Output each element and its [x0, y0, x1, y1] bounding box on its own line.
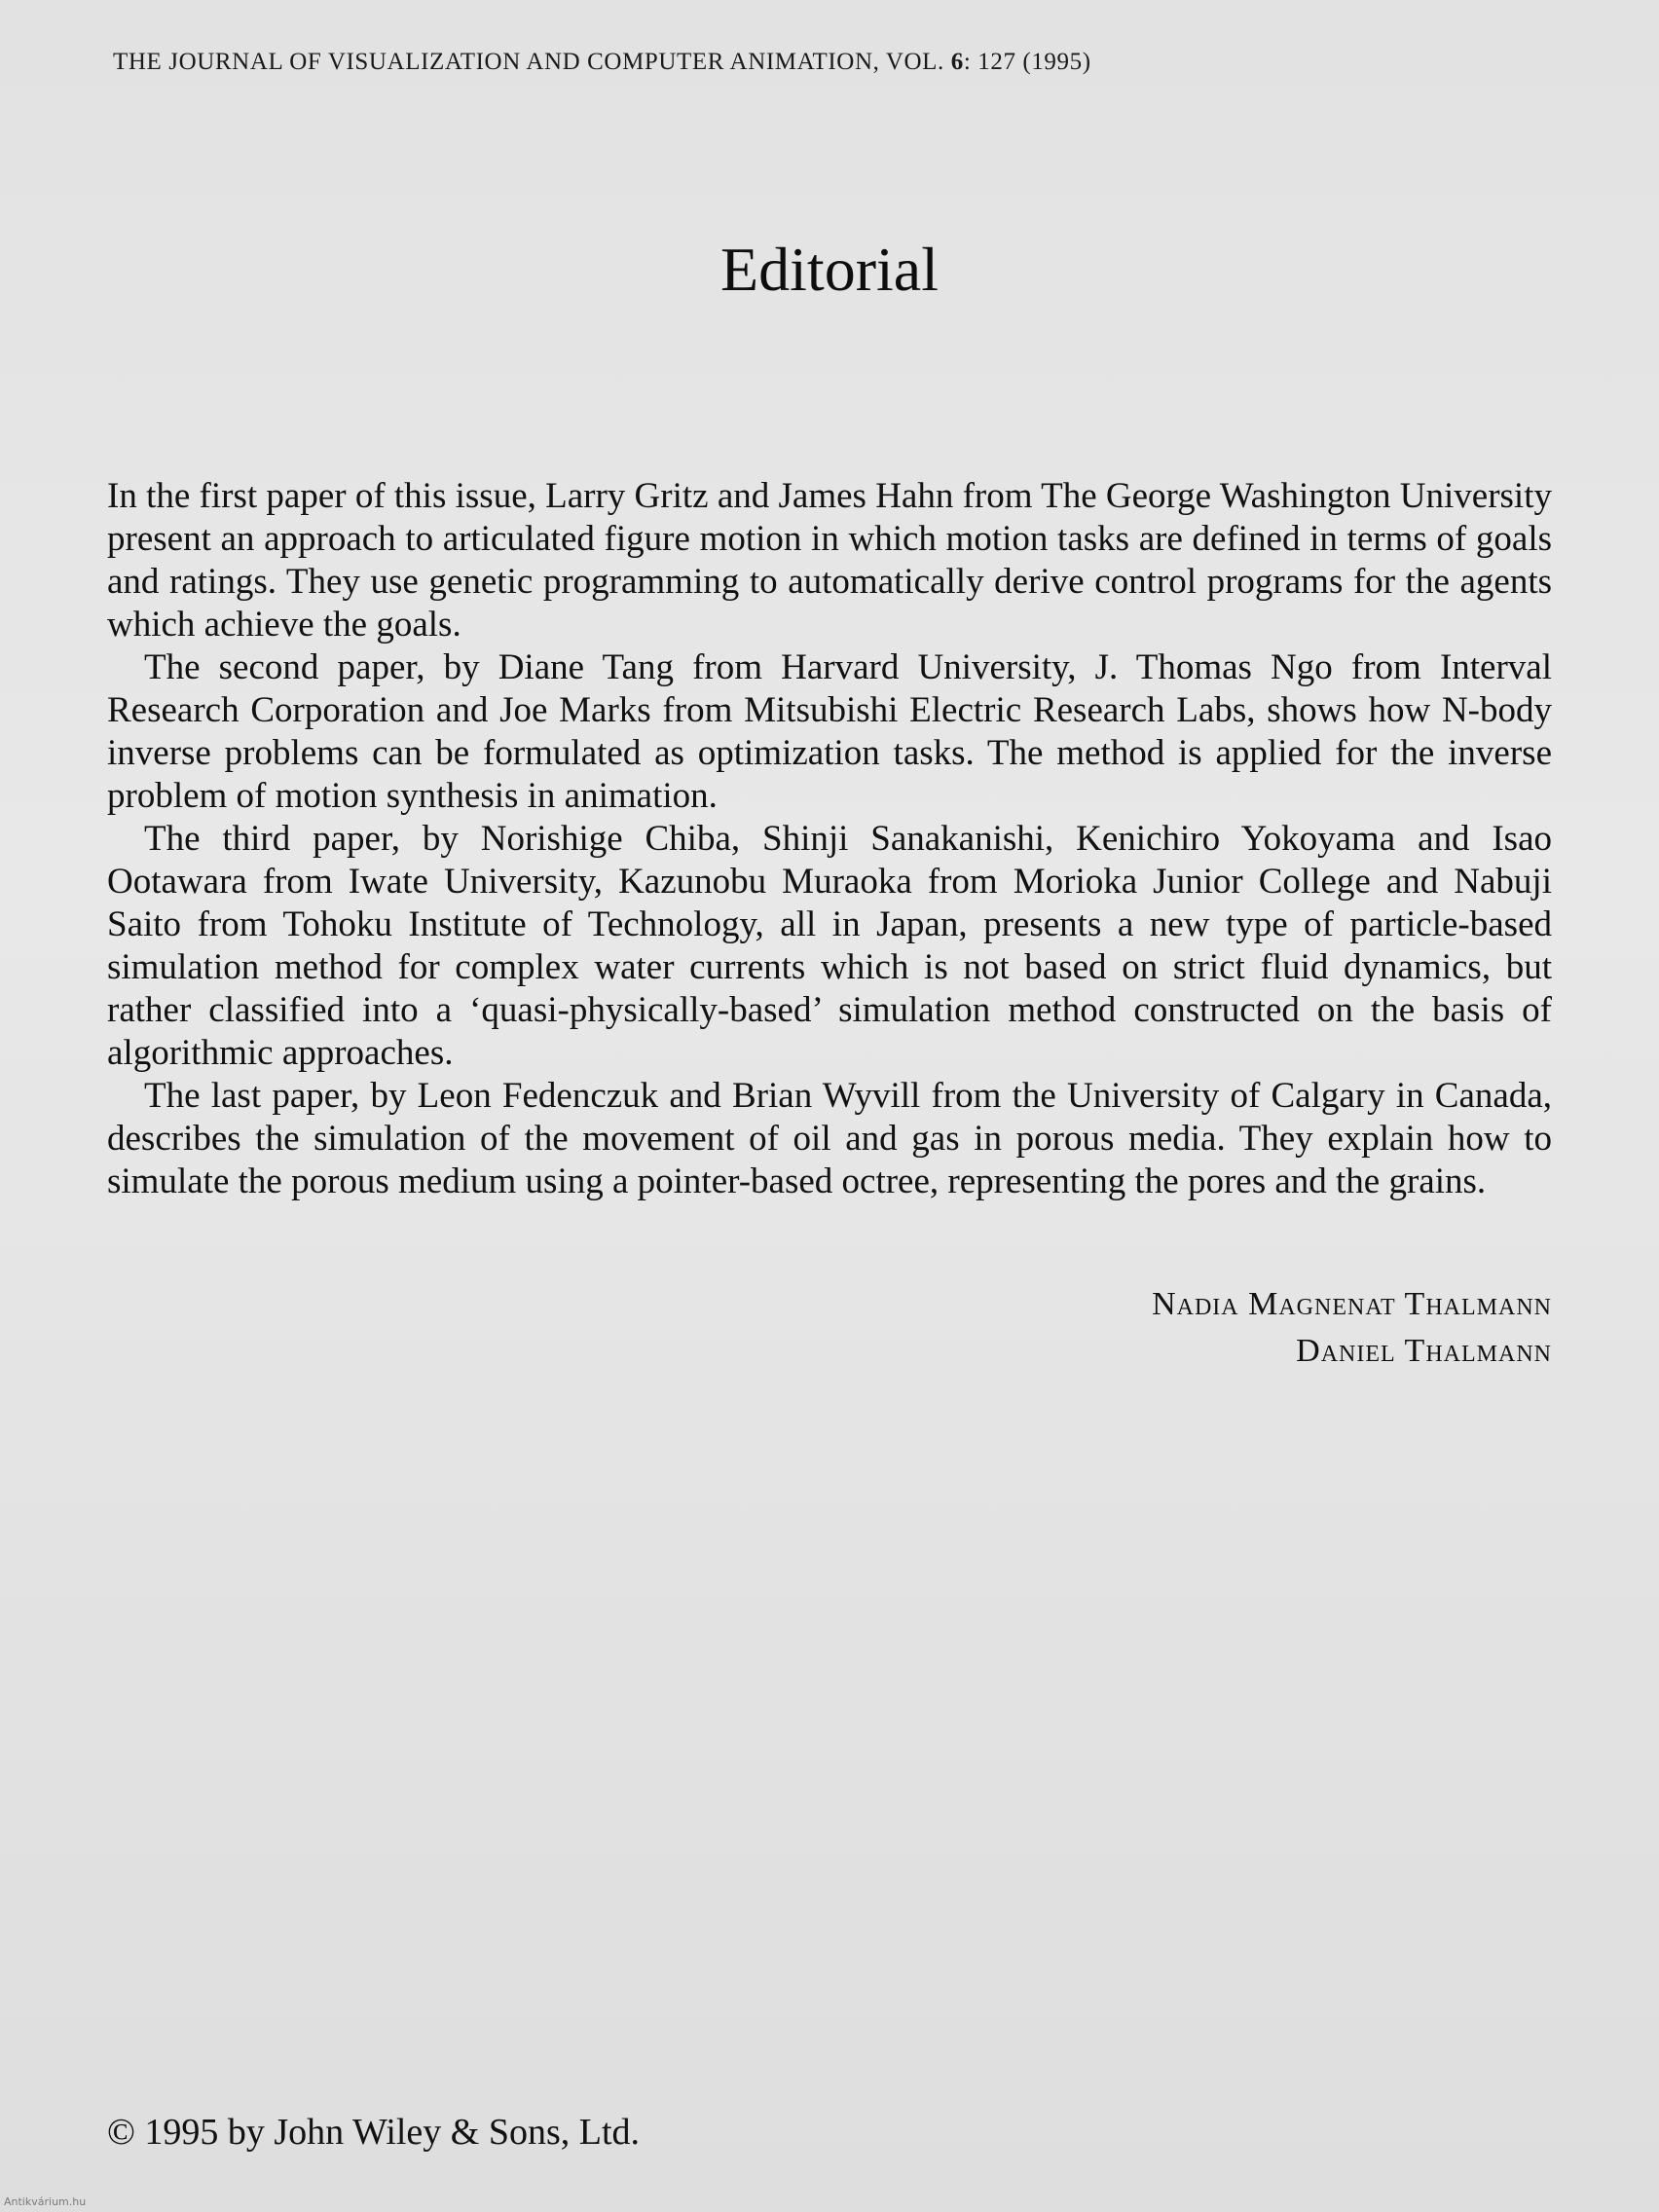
running-header: [113, 49, 1091, 76]
journal-name: THE JOURNAL OF VISUALIZATION AND COMPUTER ANIMATION, VOL.: [113, 49, 944, 75]
editor-name-2: Daniel Thalmann: [1296, 1333, 1552, 1369]
editor-signatures: [1152, 1281, 1552, 1375]
editor-name-1: Nadia Magnenat Thalmann: [1152, 1286, 1552, 1322]
watermark: Antikvárium.hu: [4, 2195, 87, 2208]
editorial-body: [107, 475, 1552, 1203]
page-title: Editorial: [720, 235, 939, 304]
paragraph-2: The second paper, by Diane Tang from Harvard University, J. Thomas Ngo from Interval Research Corporation and Joe Marks from Mitsubishi Electric Research Labs, shows how N-body inverse problems can be formulated as optimization tasks. The method is applied for the inverse problem of motion synthesis in animation.: [107, 647, 1552, 816]
copyright-notice: © 1995 by John Wiley & Sons, Ltd.: [107, 2112, 641, 2153]
paragraph-4: The last paper, by Leon Fedenczuk and Brian Wyvill from the University of Calgary in Canada, describes the simulation of the movement of oil and gas in porous media. They explain how to simulate the porous medium using a pointer-based octree, representing the pores and the grains.: [107, 1076, 1552, 1201]
pages-year: : 127 (1995): [963, 49, 1091, 75]
volume-number: 6: [950, 49, 964, 75]
paragraph-1: In the first paper of this issue, Larry Gritz and James Hahn from The George Washington University present an approach to articulated figure motion in which motion tasks are defined in terms of goals and ratings. They use genetic programming to automatically derive control programs for the agents which achieve the goals.: [107, 476, 1552, 645]
paragraph-3: The third paper, by Norishige Chiba, Shinji Sanakanishi, Kenichiro Yokoyama and Isao Ootawara from Iwate University, Kazunobu Muraoka from Morioka Junior College and Nabuji Saito from Tohoku Institute of Technology, all in Japan, presents a new type of particle-based simulation method for complex water currents which is not based on strict fluid dynamics, but rather classified into a ‘quasi-physically-based’ simulation method constructed on the basis of algorithmic approaches.: [107, 819, 1552, 1073]
